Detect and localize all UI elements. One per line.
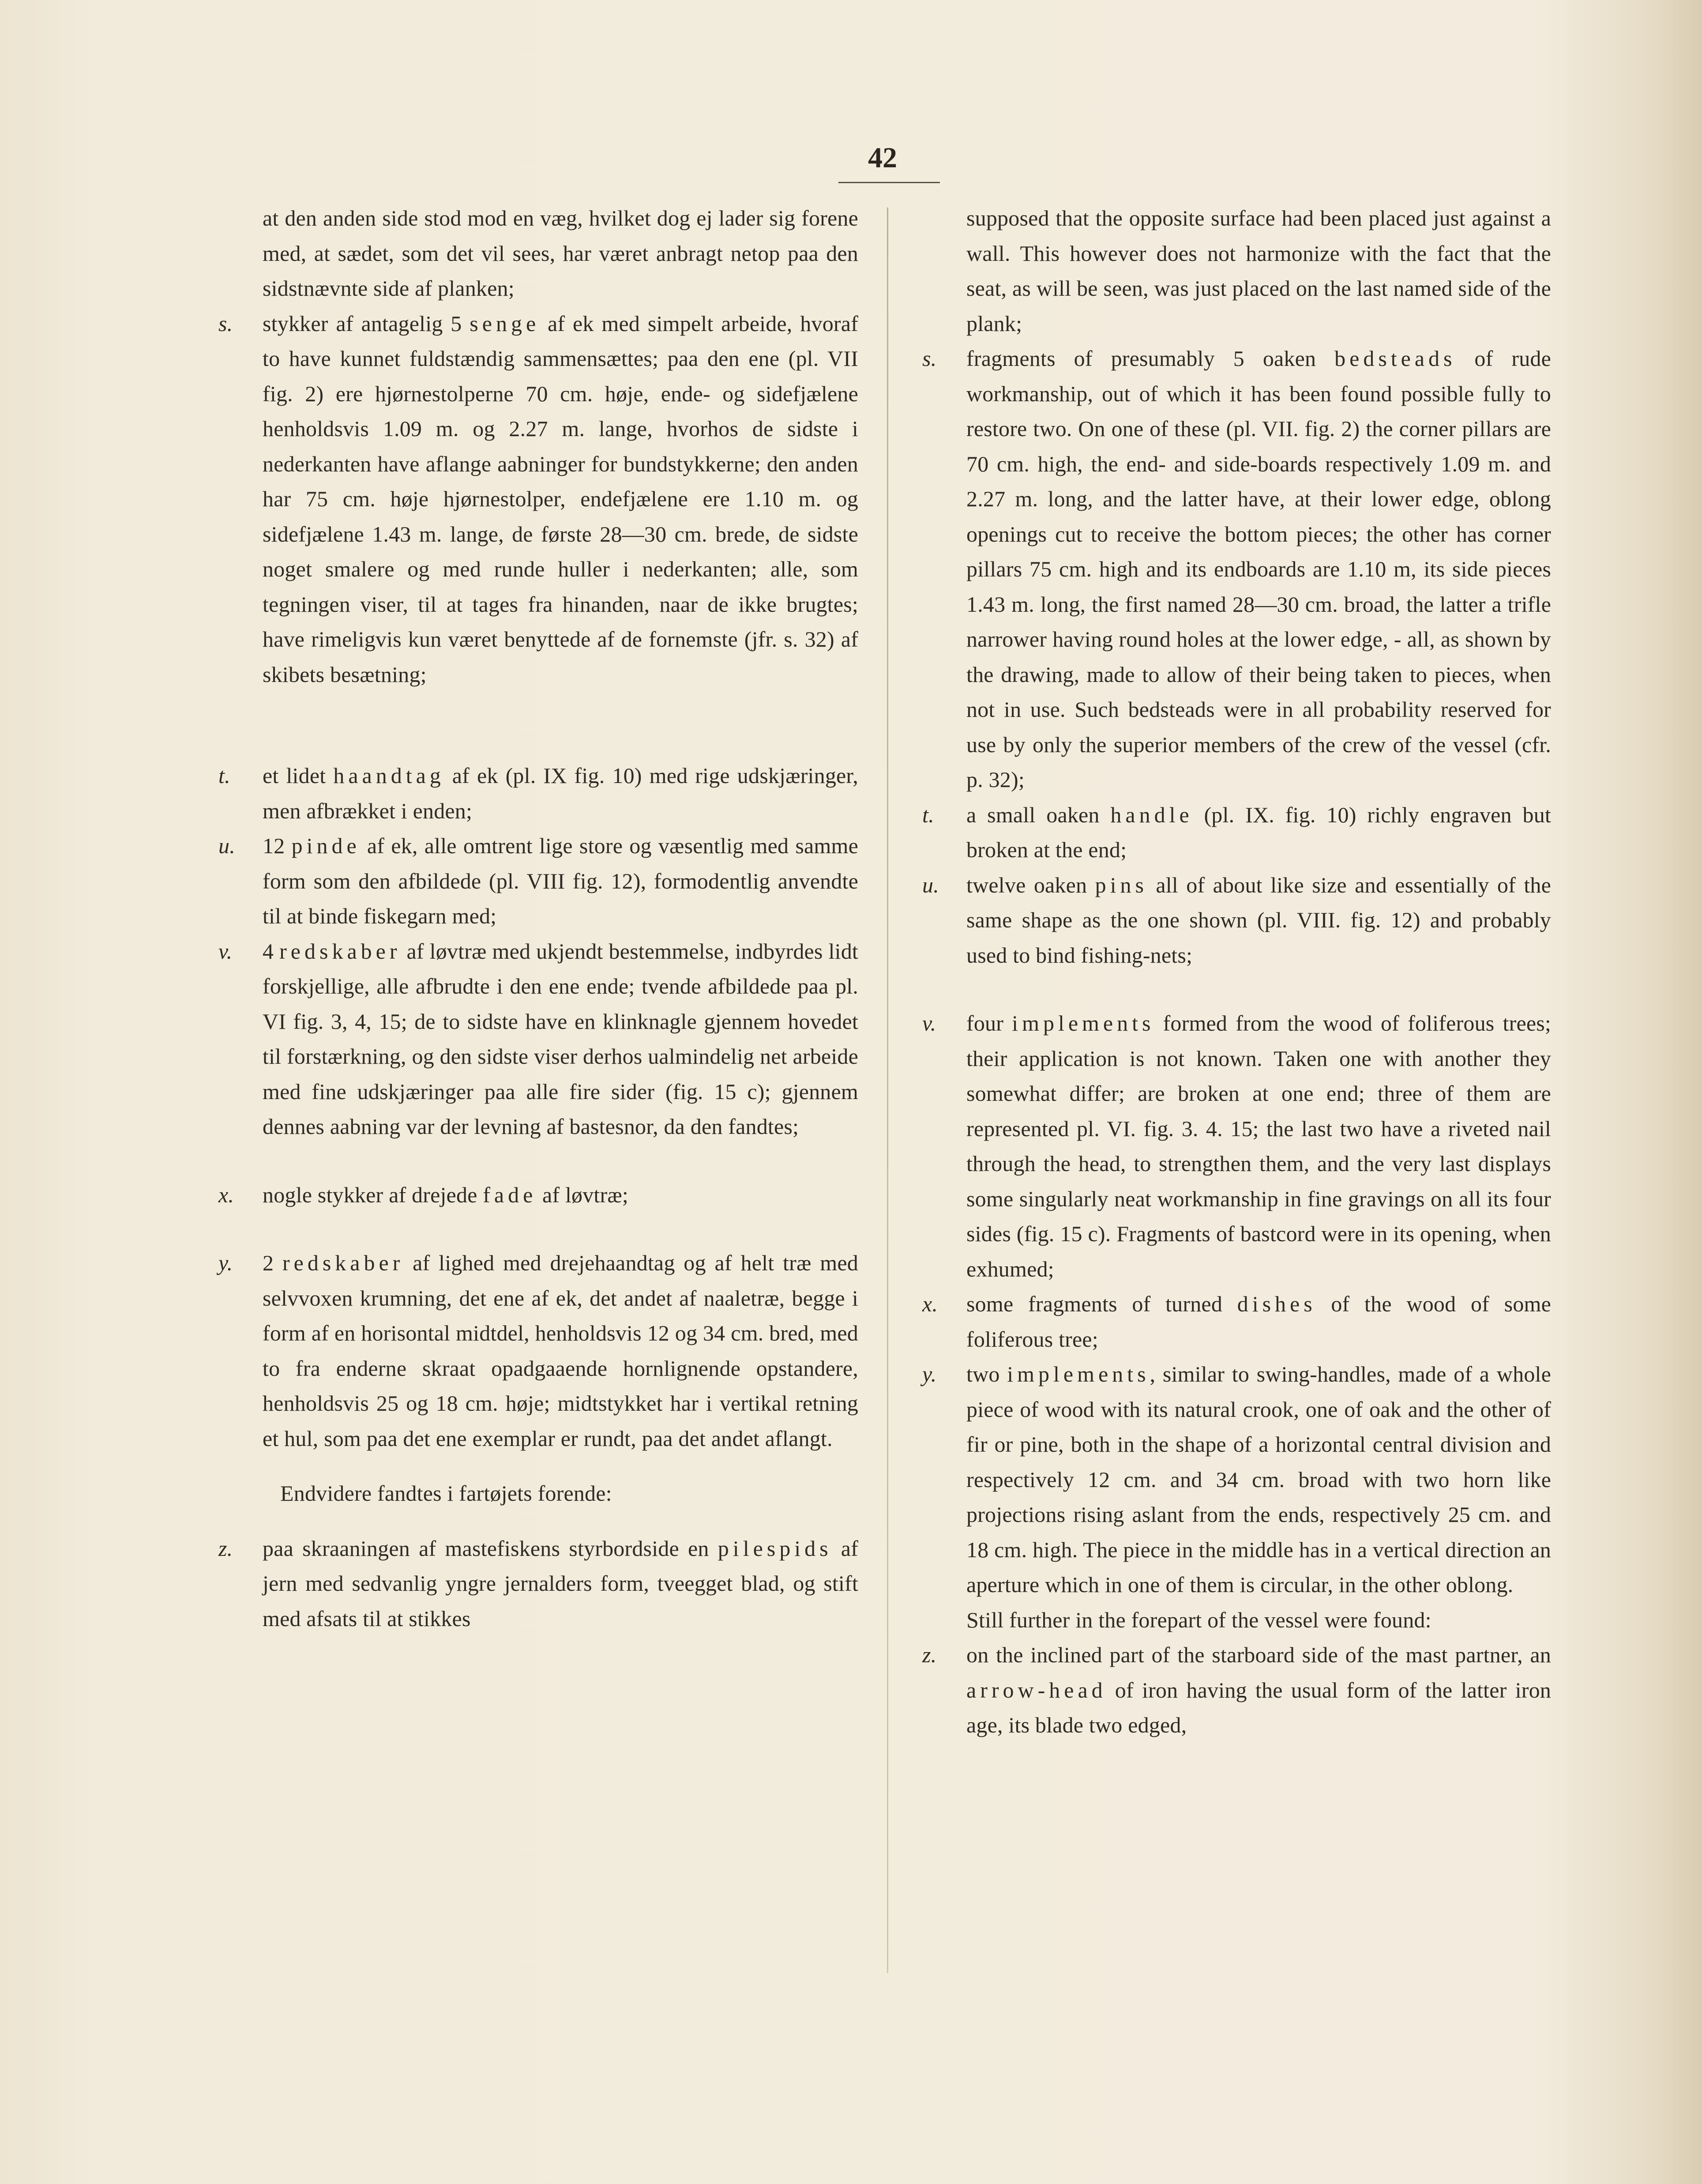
header-rule — [838, 182, 940, 183]
left-entry-y: y. 2 redskaber af lighed med drejehaandtag og af helt træ med selvvoxen krumning, det ene af ek, det andet af naaletræ, begge i form af en horisontal midtdel, henholdsvis 12 og 34 cm. bred, med to fra enderne skraat opadgaaende hornlignende opstandere, henholdsvis 25 og 18 cm. høje; midtstykket har i vertikal retning et hul, som paa det ene exemplar er rundt, paa det andet aflangt. — [223, 1246, 858, 1456]
column-divider — [887, 207, 888, 1973]
right-entry-t: t. a small oaken handle (pl. IX. fig. 10) richly engraven but broken at the end; — [922, 798, 1551, 868]
left-column — [218, 201, 858, 1636]
entry-marker: t. — [218, 763, 230, 788]
entry-marker: v. — [922, 1011, 936, 1036]
right-entry-u: u. twelve oaken pins all of about like size and essentially of the same shape as the one shown (pl. VIII. fig. 12) and probably used to bind fishing-nets; — [922, 868, 1551, 973]
keyword: haandtag — [333, 763, 445, 788]
keyword: pins — [1095, 872, 1148, 897]
keyword: implements — [1007, 1362, 1150, 1386]
left-entry-u: u. 12 pinde af ek, alle omtrent lige store og væsentlig med samme form som den afbildede (pl. VIII fig. 12), formodentlig anvendte til at binde fiskegarn med; — [223, 828, 858, 934]
right-entry-s: s. fragments of presumably 5 oaken bedsteads of rude workmanship, out of which it has been found possible fully to restore two. On one of these (pl. VII. fig. 2) the corner pillars are 70 cm. high, the end- and side-boards respectively 1.09 m. and 2.27 m. long, and the latter have, at their lower edge, oblong openings cut to receive the bottom pieces; the other has corner pillars 75 cm. high and its endboards are 1.10 m, its side pieces 1.43 m. long, the first named 28—30 cm. broad, the latter a trifle narrower having round holes at the lower edge, - all, as shown by the drawing, made to allow of their being taken to pieces, when not in use. Such bedsteads were in all probability reserved for use by only the superior members of the crew of the vessel (cfr. p. 32); — [922, 341, 1551, 798]
entry-marker: s. — [218, 311, 233, 336]
keyword: fade — [483, 1182, 537, 1207]
right-entry-v: v. four implements formed from the wood of foliferous trees; their application is not known. Taken one with another they somewhat differ; are broken at one end; three of them are represented pl. VI. fig. 3. 4. 15; the last two have a riveted nail through the head, to strengthen them, and the very last displays some singularly neat workmanship in fine gravings on all its four sides (fig. 15 c). Fragments of bastcord were in its opening, when exhumed; — [922, 1006, 1551, 1287]
keyword: implements — [1012, 1011, 1155, 1036]
right-column — [922, 201, 1551, 1743]
keyword: redskaber — [279, 938, 401, 964]
right-entry-z: z. on the inclined part of the starboard side of the mast partner, an arrow-head of iron having the usual form of the latter iron age, its blade two edged, — [922, 1638, 1551, 1743]
left-entry-z: z. paa skraaningen af mastefiskens styrbordside en pilespids af jern med sedvanlig yngre jernalders form, tveegget blad, og stift med afsats til at stikkes — [223, 1531, 858, 1637]
entry-marker: t. — [922, 802, 934, 827]
entry-marker: u. — [922, 872, 939, 897]
keyword: handle — [1110, 802, 1193, 827]
entry-marker: z. — [218, 1536, 233, 1561]
right-entry-x: x. some fragments of turned dishes of the wood of some foliferous tree; — [922, 1287, 1551, 1357]
keyword: senge — [470, 311, 540, 336]
keyword: redskaber — [282, 1250, 404, 1275]
left-entry-s: s. stykker af antagelig 5 senge af ek med simpelt arbeide, hvoraf to have kunnet fuldstændig sammensættes; paa den ene (pl. VII fig. 2) ere hjørnestolperne 70 cm. høje, ende- og sidefjælene henholdsvis 1.09 m. og 2.27 m. lange, hvorhos de sidste i nederkanten have aflange aabninger for bundstykkerne; den anden har 75 cm. høje hjørnestolper, endefjælene ere 1.10 m. og sidefjælene 1.43 m. lange, de første 28—30 cm. brede, de sidste noget smalere og med runde huller i nederkanten; alle, som tegningen viser, til at tages fra hinanden, naar de ikke brugtes; have rimeligvis kun været benyttede af de fornemste (jfr. s. 32) af skibets besætning; — [223, 306, 858, 693]
entry-marker: y. — [218, 1250, 233, 1275]
right-paragraph: Still further in the forepart of the vessel were found: — [966, 1607, 1431, 1632]
entry-marker: s. — [922, 346, 937, 371]
left-paragraph: Endvidere fandtes i fartøjets forende: — [280, 1481, 612, 1506]
entry-marker: x. — [922, 1292, 938, 1316]
keyword: pinde — [291, 833, 361, 858]
entry-marker: u. — [218, 833, 235, 858]
page-number: 42 — [868, 142, 897, 174]
keyword: arrow-head — [966, 1677, 1107, 1702]
right-intro: supposed that the opposite surface had been placed just against a wall. This however does not harmonize with the fact that the seat, as will be seen, was just placed on the last named side of the plank; — [966, 206, 1551, 336]
keyword: dishes — [1237, 1292, 1316, 1316]
entry-marker: y. — [922, 1362, 937, 1386]
left-entry-t: t. et lidet haandtag af ek (pl. IX fig. 10) med rige udskjæringer, men afbrækket i enden; — [223, 758, 858, 828]
left-entry-x: x. nogle stykker af drejede fade af løvtræ; — [223, 1178, 858, 1213]
right-entry-y: y. two implements, similar to swing-handles, made of a whole piece of wood with its natural crook, one of oak and the other of fir or pine, both in the shape of a horizontal central division and respectively 12 cm. and 34 cm. broad with two horn like projections rising aslant from the ends, respectively 25 cm. and 18 cm. high. The piece in the middle has in a vertical direction an aperture which in one of them is circular, in the other oblong. — [922, 1357, 1551, 1603]
entry-marker: v. — [218, 938, 233, 964]
entry-marker: z. — [922, 1642, 937, 1667]
left-intro: at den anden side stod mod en væg, hvilket dog ej lader sig forene med, at sædet, som det vil sees, har været anbragt netop paa den sidstnævnte side af planken; — [263, 206, 858, 301]
keyword: pilespids — [718, 1536, 832, 1561]
entry-marker: x. — [218, 1182, 234, 1207]
keyword: bedsteads — [1334, 346, 1456, 371]
left-entry-v: v. 4 redskaber af løvtræ med ukjendt bestemmelse, indbyrdes lidt forskjellige, alle afbrudte i den ene ende; tvende afbildede paa pl. VI fig. 3, 4, 15; de to sidste have en klinknagle gjennem hovedet til forstærkning, og den sidste viser derhos ualmindelig net arbeide med fine udskjæringer paa alle fire sider (fig. 15 c); gjennem dennes aabning var der levning af bastesnor, da den fandtes; — [223, 934, 858, 1145]
